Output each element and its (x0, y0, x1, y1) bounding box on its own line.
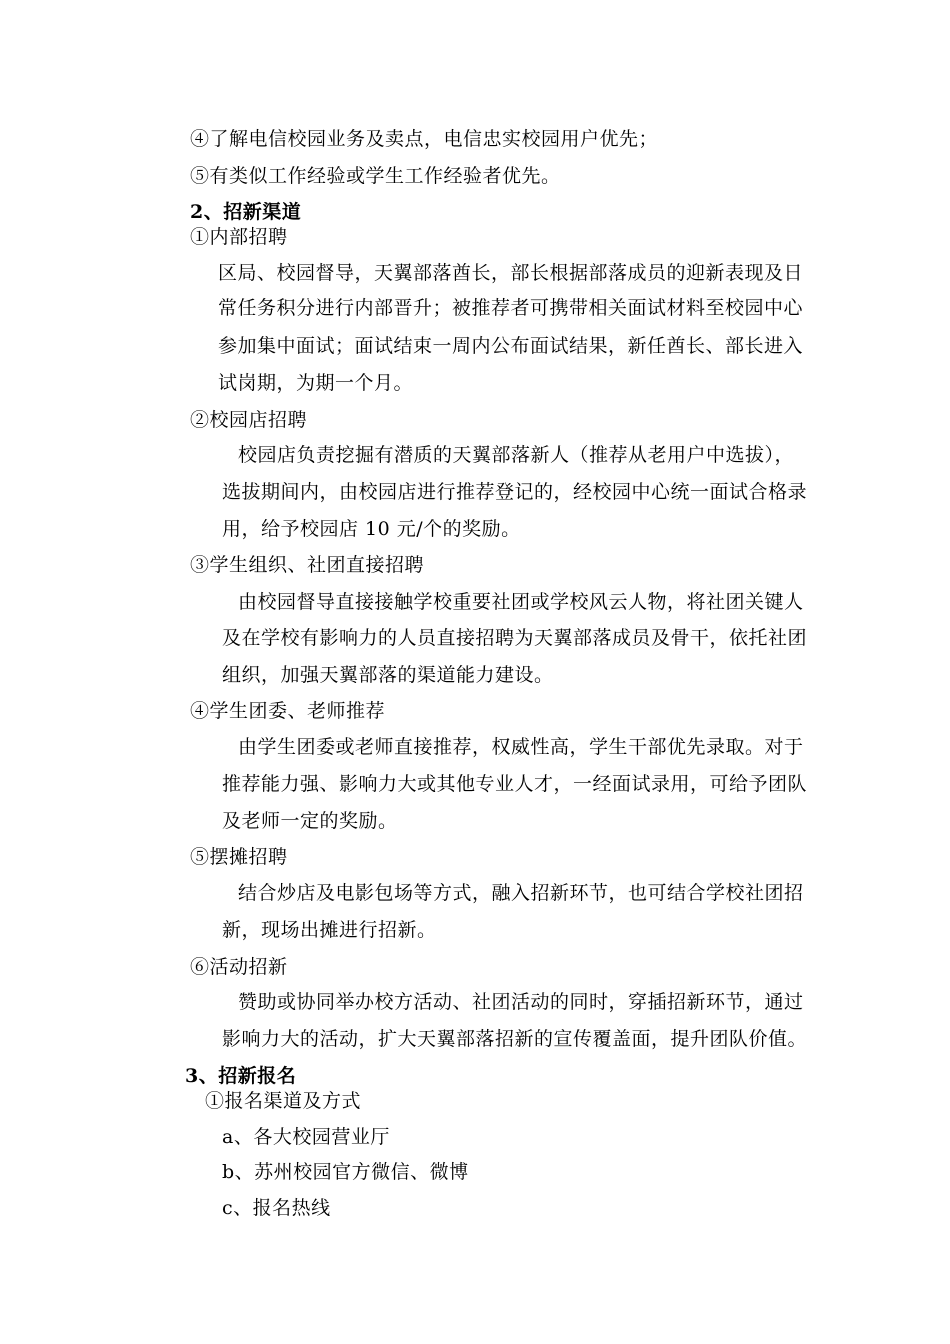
paragraph-line: 推荐能力强、影响力大或其他专业人才，一经面试录用，可给予团队 (222, 773, 808, 795)
paragraph-line: 及在学校有影响力的人员直接招聘为天翼部落成员及骨干，依托社团 (222, 627, 808, 649)
club-recruit-title: ③学生组织、社团直接招聘 (190, 554, 425, 576)
paragraph-line: 选拔期间内，由校园店进行推荐登记的，经校园中心统一面试合格录 (222, 481, 808, 503)
section-3-title: 3、招新报名 (185, 1065, 297, 1087)
list-item: a、各大校园营业厅 (222, 1126, 390, 1148)
paragraph-line: 区局、校园督导，天翼部落酋长，部长根据部落成员的迎新表现及日 (218, 262, 804, 284)
paragraph-line: 参加集中面试；面试结束一周内公布面试结果，新任酋长、部长进入 (218, 335, 804, 357)
section-2-title: 2、招新渠道 (190, 201, 302, 223)
store-recruit-title: ②校园店招聘 (190, 409, 308, 431)
paragraph-line: 校园店负责挖掘有潜质的天翼部落新人（推荐从老用户中选拔）， (238, 444, 795, 466)
stall-recruit-title: ⑤摆摊招聘 (190, 846, 288, 868)
paragraph-line: 由校园督导直接接触学校重要社团或学校风云人物，将社团关键人 (238, 591, 804, 613)
paragraph-line: 组织，加强天翼部落的渠道能力建设。 (222, 664, 554, 686)
signup-channels-title: ①报名渠道及方式 (205, 1090, 362, 1112)
paragraph-line: 结合炒店及电影包场等方式，融入招新环节，也可结合学校社团招 (238, 882, 804, 904)
requirement-item-4: ④了解电信校园业务及卖点，电信忠实校园用户优先； (190, 128, 659, 150)
event-recruit-title: ⑥活动招新 (190, 956, 288, 978)
requirement-item-5: ⑤有类似工作经验或学生工作经验者优先。 (190, 165, 561, 187)
paragraph-line: 影响力大的活动，扩大天翼部落招新的宣传覆盖面，提升团队价值。 (222, 1028, 808, 1050)
paragraph-line: 常任务积分进行内部晋升；被推荐者可携带相关面试材料至校园中心 (218, 297, 804, 319)
internal-recruit-title: ①内部招聘 (190, 226, 288, 248)
list-item: c、报名热线 (222, 1197, 331, 1219)
paragraph-line: 赞助或协同举办校方活动、社团活动的同时，穿插招新环节，通过 (238, 991, 804, 1013)
paragraph-line: 用，给予校园店 10 元/个的奖励。 (222, 518, 521, 540)
paragraph-line: 新，现场出摊进行招新。 (222, 919, 437, 941)
paragraph-line: 由学生团委或老师直接推荐，权威性高，学生干部优先录取。对于 (238, 736, 804, 758)
paragraph-line: 试岗期，为期一个月。 (218, 372, 414, 394)
teacher-recommend-title: ④学生团委、老师推荐 (190, 700, 386, 722)
paragraph-line: 及老师一定的奖励。 (222, 810, 398, 832)
list-item: b、苏州校园官方微信、微博 (222, 1161, 469, 1183)
